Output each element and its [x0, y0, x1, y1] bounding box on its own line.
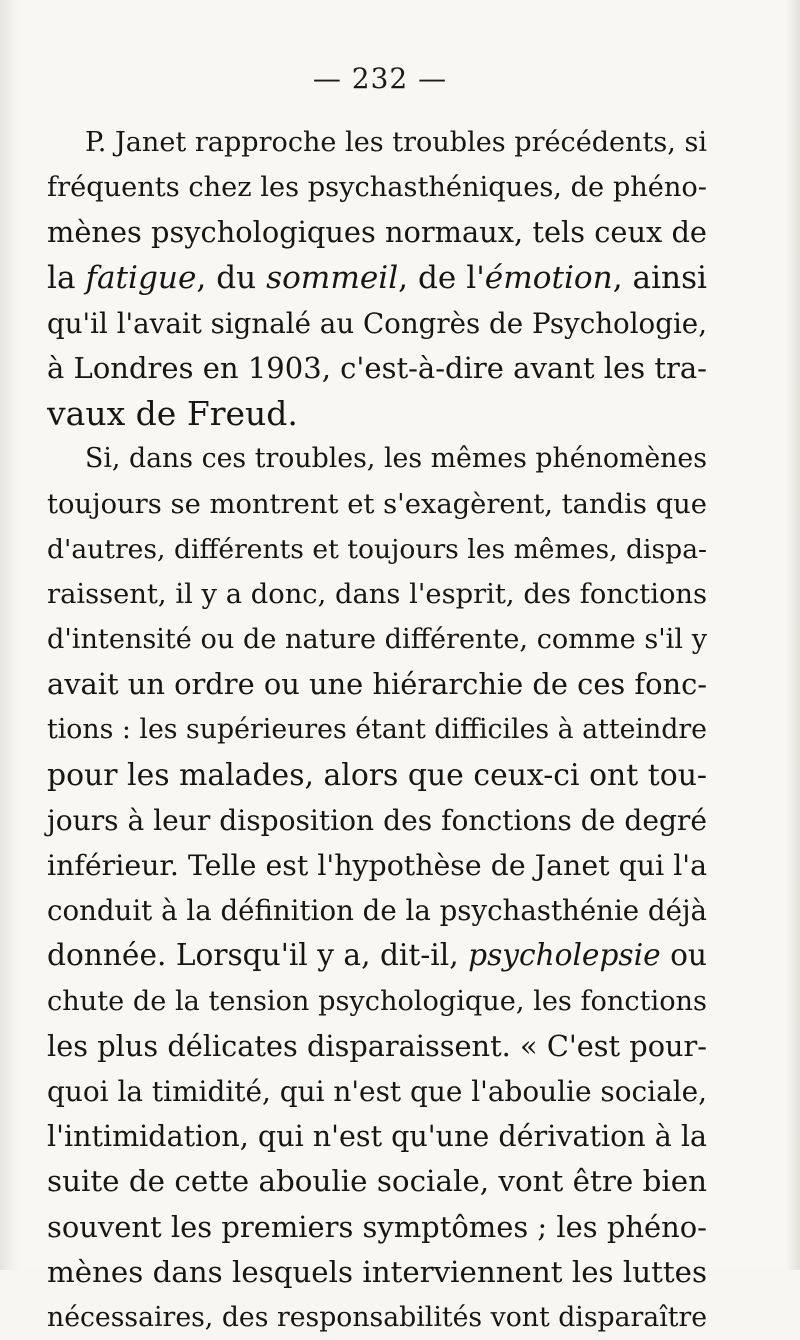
text-line: [47, 1295, 707, 1340]
italic-text: émotion: [484, 259, 613, 296]
page-right-shadow: [786, 0, 800, 1270]
italic-text: fatigue: [85, 259, 197, 296]
text-segment: la: [47, 259, 86, 296]
text-segment: , du: [196, 259, 267, 296]
text-segment: toujours se montrent et s'exagèrent, tandis que: [47, 488, 707, 520]
text-segment: donnée. Lorsqu'il y a, dit-il,: [47, 938, 469, 973]
text-line: [47, 798, 707, 843]
text-line: [47, 707, 707, 752]
text-segment: conduit à la définition de la psychasthénie déjà: [47, 894, 707, 928]
text-segment: , ainsi: [612, 259, 708, 296]
text-line: [47, 662, 707, 707]
text-line: [47, 572, 707, 617]
text-segment: les plus délicates disparaissent. « C'est pour-: [47, 1028, 708, 1063]
page-left-shadow: [0, 0, 18, 1270]
italic-text: psycholepsie: [468, 938, 661, 973]
text-line: [47, 1250, 707, 1295]
text-line: [47, 1069, 707, 1114]
text-segment: P. Janet rapproche les troubles précédents, si: [85, 127, 708, 158]
text-line: [47, 843, 707, 888]
page-number: — 232 —: [312, 62, 448, 95]
text-line: [47, 210, 707, 255]
text-segment: ou: [660, 938, 707, 973]
text-segment: mènes dans lesquels interviennent les luttes: [47, 1254, 707, 1289]
text-line: [47, 933, 707, 978]
text-segment: souvent les premiers symptômes ; les phéno-: [47, 1209, 707, 1244]
text-line: [47, 120, 707, 165]
text-line: [47, 527, 707, 572]
text-segment: pour les malades, alors que ceux-ci ont tou-: [47, 757, 707, 793]
text-line: [47, 753, 707, 798]
text-segment: nécessaires, des responsabilités vont disparaître: [47, 1301, 708, 1333]
text-segment: avait un ordre ou une hiérarchie de ces fonc-: [47, 667, 707, 702]
text-line: [47, 256, 707, 301]
text-line: [47, 1024, 707, 1069]
text-line: [47, 301, 707, 346]
text-line: [47, 1159, 707, 1204]
text-segment: d'autres, différents et toujours les mêmes, dispa-: [47, 533, 708, 565]
text-line: [47, 979, 707, 1024]
text-segment: qu'il l'avait signalé au Congrès de Psychologie,: [47, 306, 707, 340]
italic-text: sommeil: [266, 259, 399, 296]
text-segment: Si, dans ces troubles, les mêmes phénomènes: [85, 443, 707, 475]
text-segment: raissent, il y a donc, dans l'esprit, des fonctions: [47, 578, 708, 610]
text-segment: inférieur. Telle est l'hypothèse de Janet qui l'a: [47, 849, 708, 882]
text-segment: quoi la timidité, qui n'est que l'aboulie sociale,: [47, 1074, 708, 1108]
text-segment: fréquents chez les psychasthéniques, de phéno-: [47, 172, 707, 204]
text-segment: jours à leur disposition des fonctions de degré: [47, 803, 707, 837]
text-segment: à Londres en 1903, c'est-à-dire avant les tra-: [47, 350, 707, 385]
text-segment: chute de la tension psychologique, les fonctions: [47, 985, 707, 1017]
text-line: [47, 888, 707, 933]
text-line: [47, 391, 707, 436]
text-segment: , de l': [398, 259, 485, 296]
body-text: [47, 120, 707, 1340]
text-line: [47, 1205, 707, 1250]
text-line: [47, 482, 707, 527]
text-segment: mènes psychologiques normaux, tels ceux de: [47, 215, 707, 250]
text-line: [47, 346, 707, 391]
text-segment: vaux de Freud.: [47, 394, 298, 434]
text-segment: suite de cette aboulie sociale, vont être bien: [47, 1164, 708, 1199]
text-segment: l'intimidation, qui n'est qu'une dérivation à la: [47, 1119, 707, 1154]
text-line: [47, 436, 707, 481]
text-line: [47, 1114, 707, 1159]
text-line: [47, 617, 707, 662]
text-line: [47, 165, 707, 210]
text-segment: tions : les supérieures étant difficiles à atteindre: [47, 714, 707, 746]
text-segment: d'intensité ou de nature différente, comme s'il y: [47, 624, 708, 656]
